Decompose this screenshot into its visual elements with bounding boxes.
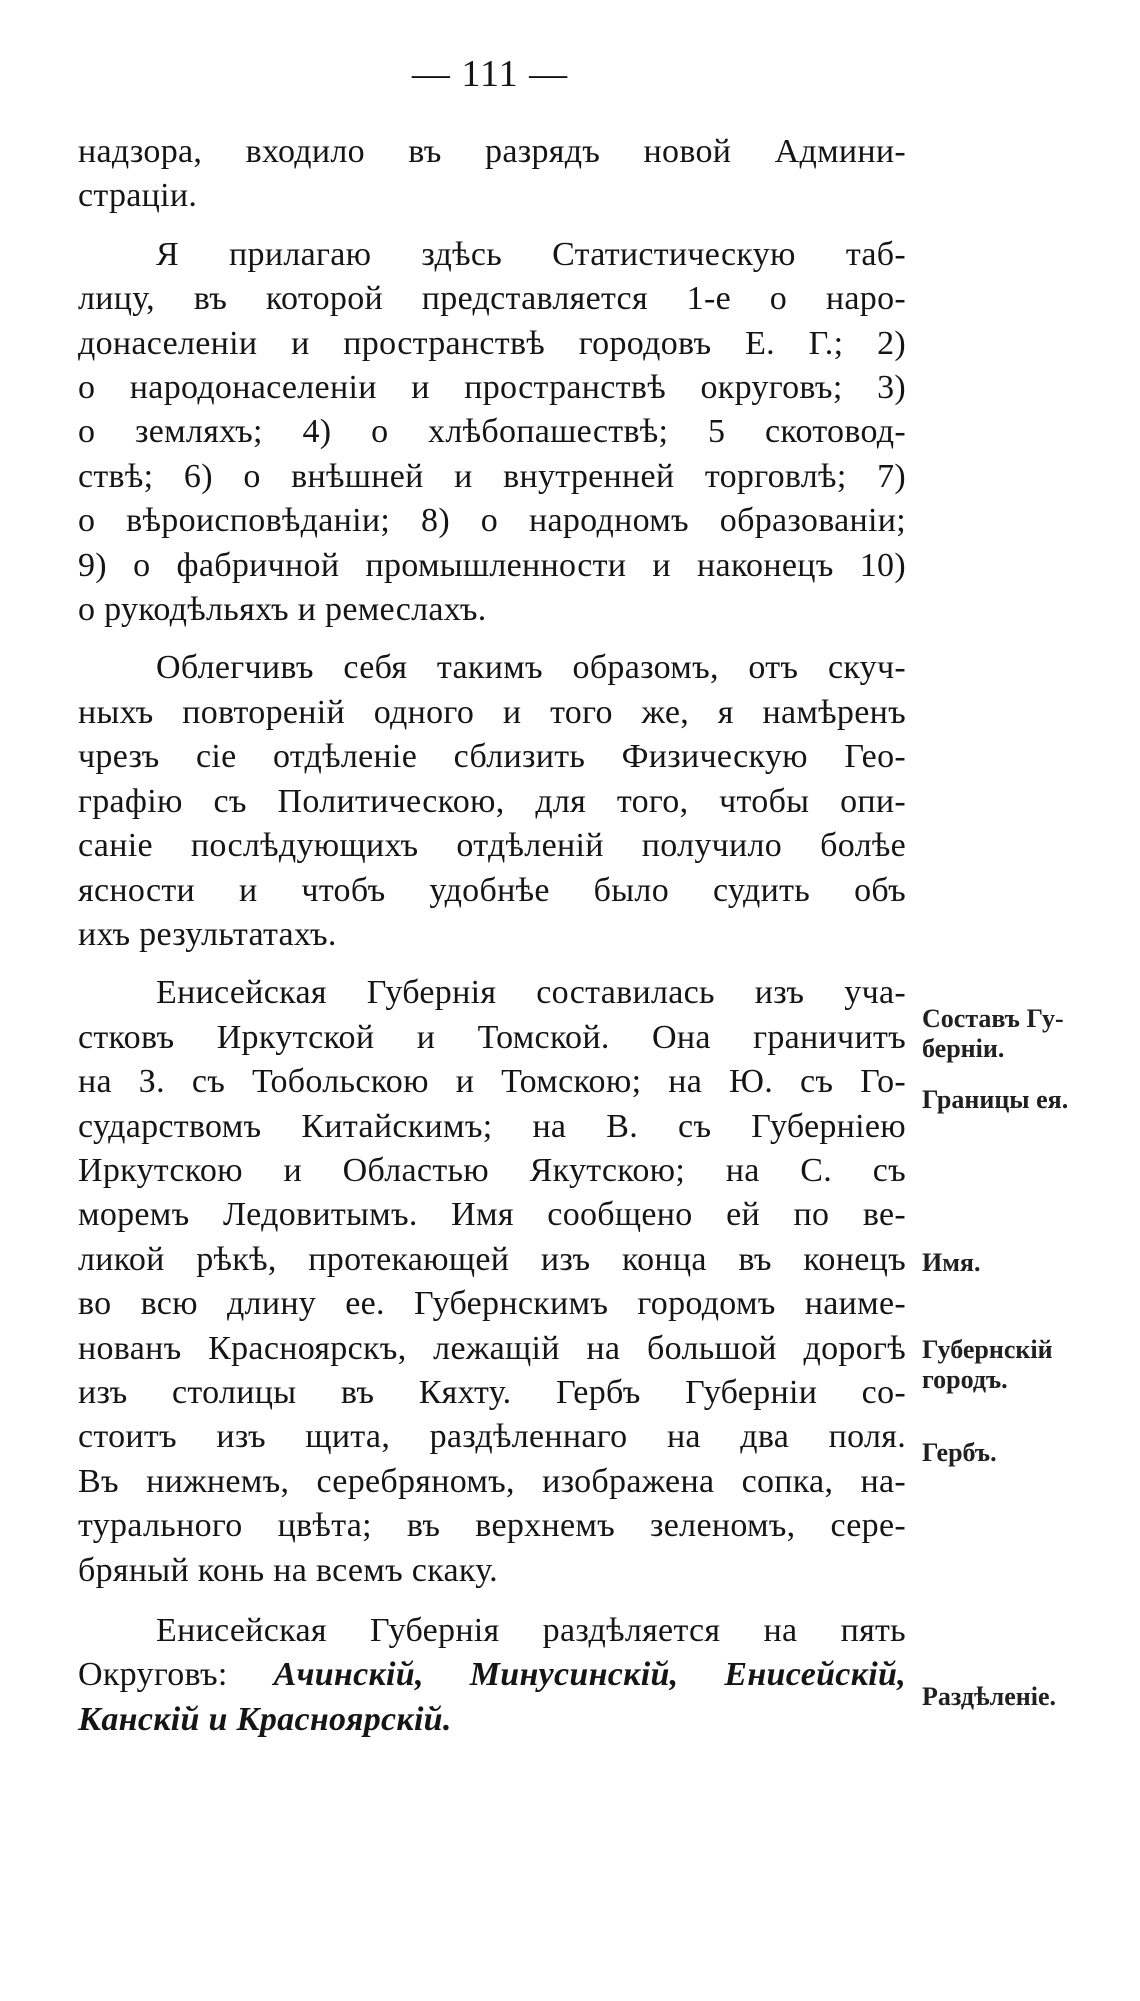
text-line: на З. съ Тобольскою и Томскою; на Ю. съ Го- xyxy=(78,1063,906,1101)
text-line: Енисейская Губернія составилась изъ уча- xyxy=(156,974,906,1012)
text-line: ствѣ; 6) о внѣшней и внутренней торговлѣ; 7) xyxy=(78,457,906,495)
text-line: страціи. xyxy=(78,177,198,215)
paragraph xyxy=(78,233,906,633)
text-line: стковъ Иркутской и Томской. Она граничитъ xyxy=(78,1018,906,1056)
text-line: Канскій и Красноярскій. xyxy=(78,1700,452,1738)
text-line: ныхъ повтореній одного и того же, я намѣренъ xyxy=(78,693,906,731)
page-number: — 111 — xyxy=(411,53,569,95)
text-line: ясности и чтобъ удобнѣе было судить объ xyxy=(78,871,906,909)
text-line: донаселеніи и пространствѣ городовъ Е. Г.; 2) xyxy=(78,324,906,362)
text-line: о земляхъ; 4) о хлѣбопашествѣ; 5 скотовод- xyxy=(78,413,906,451)
text-line: о вѣроисповѣданіи; 8) о народномъ образованіи; xyxy=(78,502,906,540)
paragraph xyxy=(78,971,906,1593)
text-line: стоитъ изъ щита, раздѣленнаго на два поля. xyxy=(78,1418,906,1456)
text-line: изъ столицы въ Кяхту. Гербъ Губерніи со- xyxy=(78,1373,906,1411)
text-line: чрезъ сіе отдѣленіе сблизить Физическую Гео- xyxy=(78,738,906,776)
text-line: о рукодѣльяхъ и ремеслахъ. xyxy=(78,591,487,629)
text-line: надзора, входило въ разрядъ новой Админи- xyxy=(78,133,906,170)
text-line: нованъ Красноярскъ, лежащій на большой дорогѣ xyxy=(78,1329,906,1367)
text-line: бряный конь на всемъ скаку. xyxy=(78,1551,498,1589)
text-line: Округовъ: Ачинскій, Минусинскій, Енисейскій, xyxy=(78,1656,906,1694)
margin-note-capital-city: Губернскій городъ. xyxy=(922,1335,1053,1394)
paragraph xyxy=(78,130,906,219)
text-line: о народонаселеніи и пространствѣ округовъ; 3) xyxy=(78,369,906,407)
text-line: Иркутскою и Областью Якутскою; на С. съ xyxy=(78,1151,906,1189)
paragraph xyxy=(78,1609,906,1742)
margin-note-name: Имя. xyxy=(922,1248,981,1277)
text-line: саніе послѣдующихъ отдѣленій получило болѣе xyxy=(78,827,906,865)
text-line: ликой рѣкѣ, протекающей изъ конца въ конецъ xyxy=(78,1240,906,1278)
text-line: турального цвѣта; въ верхнемъ зеленомъ, сере- xyxy=(78,1507,906,1545)
text-line: моремъ Ледовитымъ. Имя сообщено ей по ве- xyxy=(78,1196,906,1234)
text-line: сударствомъ Китайскимъ; на В. съ Губерніею xyxy=(78,1107,906,1145)
body-text xyxy=(78,130,906,1742)
paragraph xyxy=(78,646,906,957)
margin-note-division: Раздѣленіе. xyxy=(922,1682,1056,1711)
text-line: ихъ результатахъ. xyxy=(78,915,337,953)
margin-note-composition: Составъ Гу- берніи. xyxy=(922,1004,1064,1063)
margin-note-borders: Границы ея. xyxy=(922,1085,1069,1114)
text-line: 9) о фабричной промышленности и наконецъ 10) xyxy=(78,546,906,584)
text-line: графію съ Политическою, для того, чтобы опи- xyxy=(78,782,906,820)
text-line: лицу, въ которой представляется 1-е о наро- xyxy=(78,280,906,318)
text-line: Въ нижнемъ, серебряномъ, изображена сопка, на- xyxy=(78,1462,906,1500)
text-line: Енисейская Губернія раздѣляется на пять xyxy=(156,1612,906,1649)
margin-note-coat-of-arms: Гербъ. xyxy=(922,1438,997,1467)
text-line: во всю длину ее. Губернскимъ городомъ наиме- xyxy=(78,1285,906,1323)
text-line: Облегчивъ себя такимъ образомъ, отъ скуч- xyxy=(156,649,906,687)
text-line: Я прилагаю здѣсь Статистическую таб- xyxy=(156,235,906,273)
